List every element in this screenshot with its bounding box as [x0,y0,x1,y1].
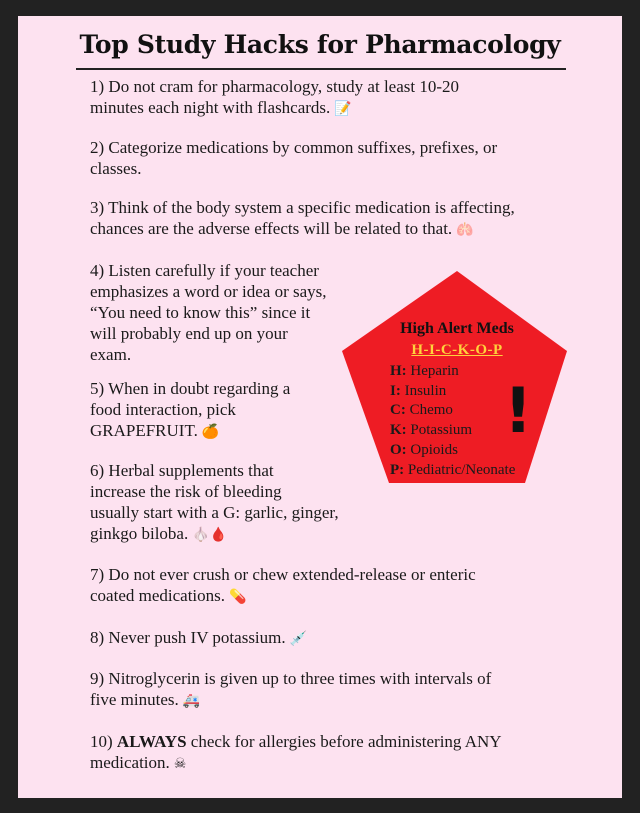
tip-text: 1) Do not cram for pharmacology, study at least 10-20 [90,77,460,96]
tip-text: GRAPEFRUIT. [90,421,198,440]
tip-text: “You need to know this” since it [90,303,311,322]
hickop-list [390,362,515,480]
tip-text: 10) [90,732,117,751]
hickop-mnemonic: H-I-C-K-O-P [411,342,503,358]
tip-text: 2) Categorize medications by common suffixes, prefixes, or [90,138,498,157]
high-alert-title: High Alert Meds [400,320,514,337]
tip-text: emphasizes a word or idea or says, [90,282,327,301]
tip-text: check for allergies before administering ANY [190,732,502,751]
tip-text: exam. [90,345,132,364]
pill-icon: 💊 [229,589,247,605]
tip-text: 7) Do not ever crush or chew extended-release or enteric [90,565,476,584]
tip-7 [90,564,476,608]
tip-text: 4) Listen carefully if your teacher [90,261,319,280]
tip-10 [90,731,502,775]
list-item: P: Pediatric/Neonate [390,461,516,478]
tip-text: classes. [90,159,142,178]
tip-2 [90,137,497,179]
tip-text: 8) Never push IV potassium. [90,628,286,647]
tip-text: 3) Think of the body system a specific medication is affecting, [90,198,515,217]
list-item: I: Insulin [390,382,447,399]
study-sheet [18,16,622,798]
garlic-blood-icon: 🧄🩸 [192,527,228,543]
tip-text: ginkgo biloba. [90,524,189,543]
page-title: Top Study Hacks for Pharmacology [79,30,561,59]
tip-text: medication. [90,753,170,772]
tip-text: 5) When in doubt regarding a [90,379,291,398]
tip-1 [90,76,459,120]
syringe-icon: 💉 [289,631,308,647]
ambulance-icon: 🚑 [182,693,201,709]
tip-6 [90,460,339,546]
tip-5 [90,378,290,443]
list-item: O: Opioids [390,441,458,458]
tip-text: minutes each night with flashcards. [90,98,331,117]
exclamation-icon: ! [504,374,533,447]
tip-text: 9) Nitroglycerin is given up to three times with intervals of [90,669,492,688]
memo-icon: 📝 [334,101,352,117]
list-item: H: Heparin [390,363,459,379]
grapefruit-icon: 🍊 [201,424,220,440]
tip-4 [90,260,327,365]
tip-3 [90,197,515,241]
tip-text: will probably end up on your [90,324,288,343]
list-item: K: Potassium [390,422,473,439]
tip-text: usually start with a G: garlic, ginger, [90,503,339,522]
tip-text: food interaction, pick [90,400,236,419]
tip-9 [90,668,491,712]
tip-text: increase the risk of bleeding [90,482,282,501]
tip-8 [90,627,307,650]
title-underline [76,68,566,70]
lungs-icon: 🫁 [456,222,474,238]
high-alert-meds-box [340,268,570,486]
tip-text: chances are the adverse effects will be related to that. [90,219,453,238]
tip-text: five minutes. [90,690,179,709]
tip-emphasis: ALWAYS [116,732,187,751]
tip-text: 6) Herbal supplements that [90,461,274,480]
skull-icon: ☠ [173,756,187,772]
tip-text: coated medications. [90,586,226,605]
list-item: C: Chemo [390,402,453,419]
